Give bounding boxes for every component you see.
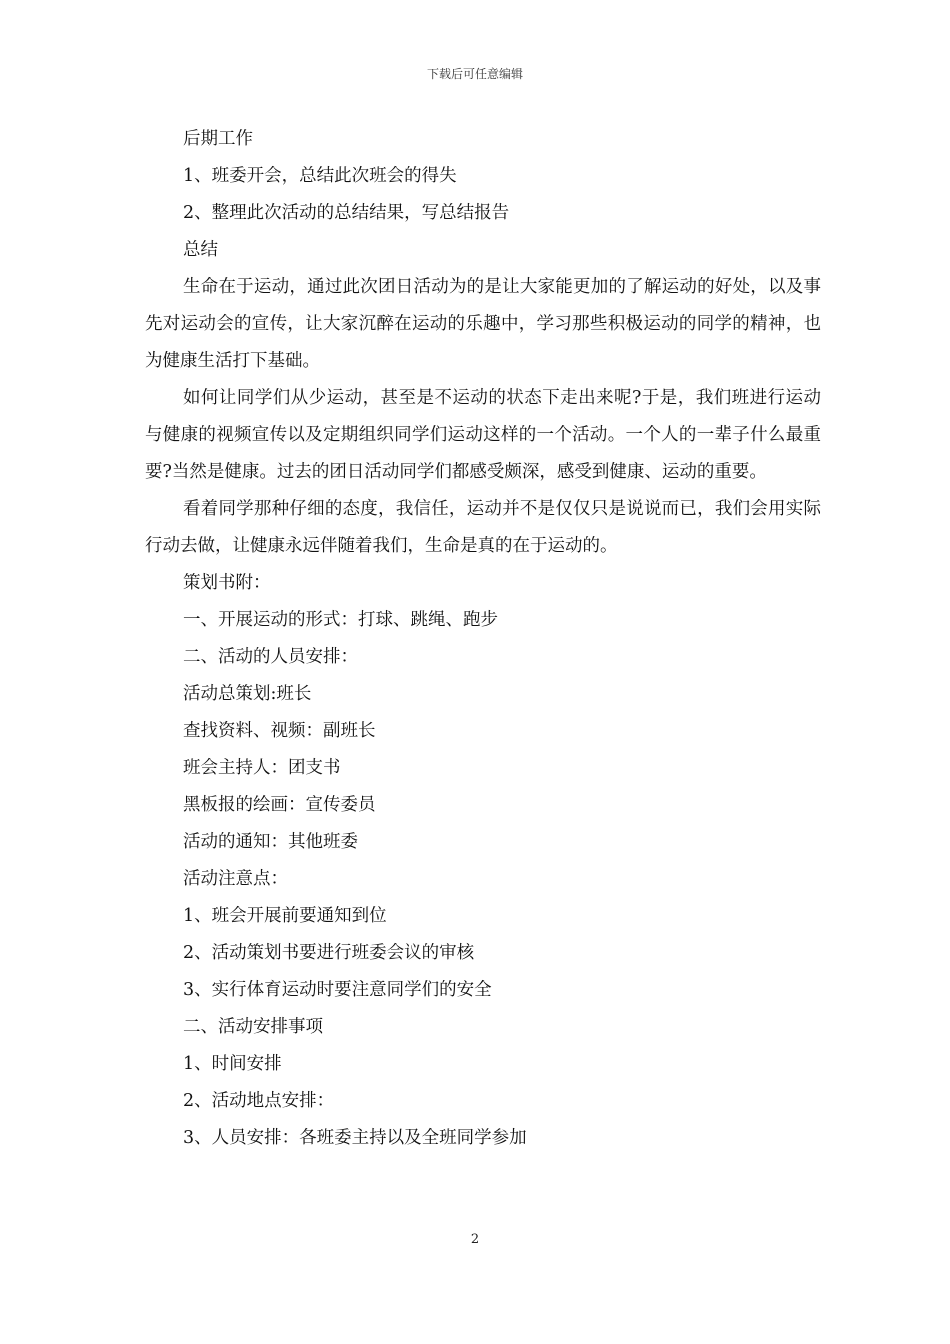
summary-paragraph: 生命在于运动，通过此次团日活动为的是让大家能更加的了解运动的好处，以及事先对运动会的宣传，让大家沉醉在运动的乐趣中，学习那些积极运动的同学的精神，也为健康生活打下基础。 bbox=[145, 277, 821, 371]
appendix-line: 班会主持人：团支书 bbox=[183, 758, 341, 778]
appendix-line: 3、人员安排：各班委主持以及全班同学参加 bbox=[183, 1128, 527, 1148]
post-work-heading: 后期工作 bbox=[183, 129, 253, 149]
summary-heading: 总结 bbox=[183, 240, 218, 260]
appendix-line: 活动的通知：其他班委 bbox=[183, 832, 358, 852]
appendix-line: 2、活动地点安排： bbox=[183, 1091, 335, 1111]
appendix-line: 1、时间安排 bbox=[183, 1054, 282, 1074]
page-number: 2 bbox=[470, 1232, 480, 1247]
appendix-line: 1、班会开展前要通知到位 bbox=[183, 906, 387, 926]
appendix-line: 二、活动的人员安排： bbox=[183, 647, 358, 667]
page-header: 下载后可任意编辑 bbox=[426, 67, 523, 81]
appendix-line: 黑板报的绘画：宣传委员 bbox=[183, 795, 376, 815]
post-work-item: 2、整理此次活动的总结结果，写总结报告 bbox=[183, 203, 510, 223]
appendix-line: 2、活动策划书要进行班委会议的审核 bbox=[183, 943, 475, 963]
summary-paragraph: 看着同学那种仔细的态度，我信任，运动并不是仅仅只是说说而已，我们会用实际行动去做，让健康永远伴随着我们，生命是真的在于运动的。 bbox=[145, 499, 821, 556]
appendix-heading: 策划书附： bbox=[183, 573, 271, 593]
appendix-line: 二、活动安排事项 bbox=[183, 1017, 323, 1037]
appendix-line: 一、开展运动的形式：打球、跳绳、跑步 bbox=[183, 610, 498, 630]
post-work-item: 1、班委开会，总结此次班会的得失 bbox=[183, 166, 457, 186]
appendix-line: 活动注意点： bbox=[183, 869, 288, 889]
appendix-line: 活动总策划:班长 bbox=[183, 684, 312, 704]
summary-paragraph: 如何让同学们从少运动，甚至是不运动的状态下走出来呢?于是，我们班进行运动与健康的视频宣传以及定期组织同学们运动这样的一个活动。一个人的一辈子什么最重要?当然是健康。过去的团日活动同学们都感受颇深，感受到健康、运动的重要。 bbox=[145, 388, 821, 482]
document-body bbox=[145, 121, 821, 1157]
appendix-line: 查找资料、视频：副班长 bbox=[183, 721, 376, 741]
appendix-line: 3、实行体育运动时要注意同学们的安全 bbox=[183, 980, 492, 1000]
